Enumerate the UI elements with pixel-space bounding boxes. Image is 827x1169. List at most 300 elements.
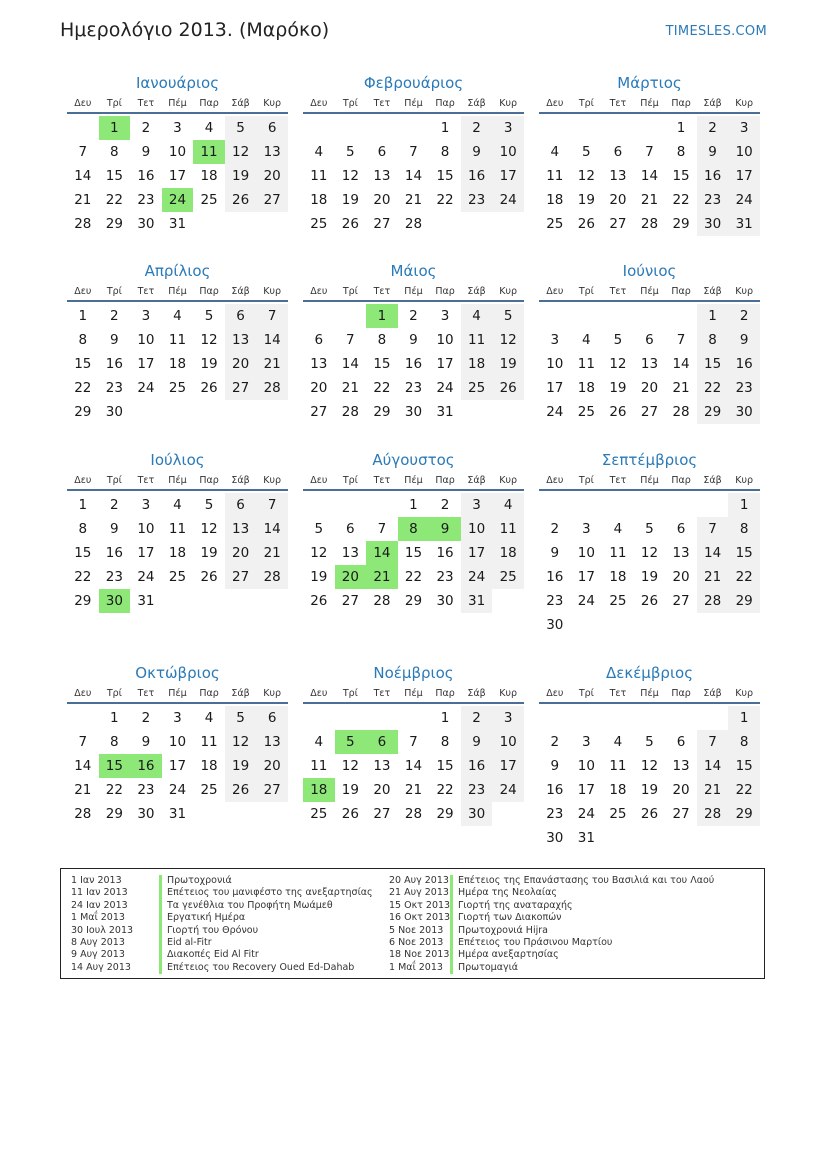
day-cell: 7 [697,517,729,541]
day-cell: 7 [78,144,88,160]
day-cell: 31 [137,593,155,609]
day-cell: 23 [404,380,423,396]
day-cell: 13 [225,517,257,541]
day-cell: 4 [204,710,214,726]
day-cell: 30 [728,400,760,424]
day-cell: 14 [256,517,288,541]
holiday-name: Διακοπές Eid Al Fitr [167,949,259,961]
weekday-label: Παρ [435,97,455,109]
holiday-marker [450,900,453,912]
day-cell: 13 [672,545,690,561]
day-cell-empty [303,706,335,730]
day-grid [539,116,760,236]
day-cell: 5 [582,144,591,160]
weekday-label: Πέμ [640,97,659,109]
day-cell: 26 [200,380,218,396]
day-cell: 16 [546,782,564,798]
day-cell: 18 [609,782,627,798]
holiday-row [61,900,373,912]
month-title: Ιούλιος [150,451,205,469]
day-cell: 23 [105,569,123,585]
day-cell: 22 [105,782,123,798]
day-cell: 13 [256,140,288,164]
day-cell: 17 [168,758,187,774]
weekday-label: Τετ [137,285,155,297]
day-cell: 14 [404,758,423,774]
day-cell: 28 [256,376,288,400]
day-cell: 7 [256,493,288,517]
day-cell: 22 [697,376,729,400]
day-cell: 27 [256,778,288,802]
weekday-label: Τρί [578,97,594,109]
day-cell: 5 [346,144,355,160]
holiday-row [389,887,714,899]
day-cell: 25 [492,565,524,589]
day-cell: 11 [546,168,564,184]
day-cell: 2 [550,734,560,750]
day-cell: 28 [256,565,288,589]
day-cell: 18 [609,569,627,585]
day-cell: 20 [672,569,690,585]
weekday-label: Κυρ [263,474,282,486]
day-cell: 13 [373,168,391,184]
day-cell: 18 [303,778,335,802]
day-cell: 15 [404,545,423,561]
month-title: Νοέμβριος [373,664,454,682]
day-cell: 22 [436,782,454,798]
day-cell: 6 [366,730,398,754]
weekday-label: Τετ [373,687,391,699]
day-cell: 8 [440,144,450,160]
day-cell: 3 [141,497,151,513]
day-cell: 28 [373,593,391,609]
day-cell: 25 [546,216,564,232]
weekday-label: Κυρ [735,97,754,109]
weekday-label: Σάβ [231,285,250,297]
day-cell: 19 [577,192,595,208]
day-cell: 10 [137,521,155,537]
day-cell-empty [571,493,603,517]
day-cell: 30 [99,589,131,613]
holiday-name: Πρωτοχρονιά [167,875,232,886]
weekday-header [303,684,524,704]
day-cell: 23 [137,782,155,798]
day-cell-empty [67,706,99,730]
day-cell: 20 [225,352,257,376]
day-cell-empty [571,706,603,730]
day-cell: 7 [409,144,418,160]
day-cell: 31 [436,404,454,420]
day-cell: 25 [609,593,627,609]
day-cell: 4 [314,734,324,750]
weekday-label: Δευ [546,285,564,297]
day-cell: 3 [141,308,151,324]
day-cell: 12 [609,356,627,372]
day-cell-empty [225,400,257,424]
day-cell: 25 [200,782,218,798]
day-cell: 27 [256,188,288,212]
day-cell-empty [461,400,493,424]
day-cell: 10 [492,140,524,164]
weekday-label: Τρί [106,97,122,109]
weekday-header [539,471,760,491]
day-cell: 21 [74,192,92,208]
weekday-label: Παρ [435,474,455,486]
day-cell-empty [602,706,634,730]
weekday-header [67,684,288,704]
day-cell-empty [665,826,697,850]
month-calendar [303,72,524,236]
day-cell: 30 [137,216,155,232]
day-cell-empty [225,589,257,613]
day-cell: 4 [173,308,182,324]
day-cell: 17 [577,782,595,798]
day-cell: 6 [225,304,257,328]
day-cell: 29 [404,593,423,609]
day-cell: 20 [373,192,391,208]
holiday-marker [450,962,453,974]
day-cell-empty [130,400,162,424]
day-cell: 9 [141,144,151,160]
weekday-header [303,282,524,302]
day-cell: 13 [640,356,659,372]
day-grid [539,493,760,637]
day-cell: 16 [105,356,123,372]
day-grid [539,304,760,424]
day-cell-empty [634,706,666,730]
day-cell: 23 [461,778,493,802]
holiday-date: 8 Αυγ 2013 [71,936,125,948]
day-cell: 11 [310,758,328,774]
weekday-label: Τετ [609,97,627,109]
day-cell: 6 [645,332,654,348]
holiday-marker [450,925,453,937]
day-cell: 4 [550,144,560,160]
day-cell: 15 [373,356,391,372]
month-calendar [303,449,524,613]
weekday-label: Τετ [373,97,391,109]
day-cell: 20 [609,192,627,208]
day-cell: 26 [341,806,359,822]
weekday-label: Σάβ [231,474,250,486]
day-cell: 5 [204,308,214,324]
day-cell-empty [571,304,603,328]
day-cell: 5 [645,734,654,750]
weekday-label: Πέμ [168,285,187,297]
day-cell: 24 [137,380,155,396]
holiday-date: 30 Ιουλ 2013 [71,924,134,936]
holiday-date: 18 Νοε 2013 [389,949,450,961]
day-cell: 18 [200,168,218,184]
holiday-marker [159,887,162,899]
day-cell: 23 [105,380,123,396]
day-cell: 19 [341,192,359,208]
holiday-row [61,949,373,961]
day-cell: 10 [577,758,595,774]
holiday-legend [60,868,765,979]
day-cell: 4 [204,120,214,136]
day-cell: 15 [728,754,760,778]
day-cell: 12 [341,758,359,774]
holiday-marker [450,949,453,961]
day-cell: 1 [99,116,131,140]
day-cell: 14 [74,168,92,184]
weekday-label: Παρ [199,97,219,109]
day-cell: 22 [436,192,454,208]
day-cell: 21 [256,541,288,565]
day-cell: 24 [461,565,493,589]
holiday-column-left [61,875,373,974]
day-cell: 12 [200,521,218,537]
weekday-header [303,471,524,491]
weekday-label: Κυρ [263,97,282,109]
weekday-label: Τρί [342,97,358,109]
day-cell: 17 [137,545,155,561]
holiday-name: Επέτειος της Επανάστασης του Βασιλιά και του Λαού [458,875,715,886]
day-cell: 24 [492,188,524,212]
day-cell-empty [335,116,367,140]
day-cell: 3 [492,706,524,730]
day-cell: 29 [74,404,92,420]
day-cell: 17 [137,356,155,372]
day-cell: 27 [672,593,690,609]
day-cell: 3 [440,308,450,324]
day-cell: 31 [168,806,187,822]
day-cell: 16 [546,569,564,585]
holiday-row [61,937,373,949]
day-cell: 2 [461,116,493,140]
day-cell: 26 [609,404,627,420]
day-cell: 27 [609,216,627,232]
day-cell: 6 [676,521,686,537]
holiday-row [389,962,714,974]
day-cell: 30 [461,802,493,826]
day-cell: 28 [404,216,423,232]
day-cell: 19 [640,782,659,798]
day-cell-empty [697,826,729,850]
weekday-label: Κυρ [263,285,282,297]
holiday-marker [450,875,453,887]
holiday-date: 11 Ιαν 2013 [71,887,128,899]
day-cell-empty [728,613,760,637]
day-cell: 29 [373,404,391,420]
holiday-column-right [389,875,714,974]
day-cell: 16 [728,352,760,376]
day-cell: 9 [728,328,760,352]
day-cell-empty [634,304,666,328]
holiday-name: Γιορτή των Διακοπών [458,912,562,924]
weekday-label: Σάβ [467,687,486,699]
weekday-label: Σάβ [703,97,722,109]
day-cell: 1 [78,497,88,513]
weekday-label: Δευ [74,285,92,297]
day-cell: 6 [314,332,324,348]
weekday-label: Τρί [342,285,358,297]
day-cell: 27 [225,376,257,400]
day-cell: 11 [193,140,225,164]
day-cell: 16 [137,168,155,184]
day-cell: 25 [200,192,218,208]
day-cell-empty [366,493,398,517]
day-cell: 23 [546,806,564,822]
day-cell-empty [571,116,603,140]
day-cell: 15 [74,356,92,372]
day-grid [539,706,760,850]
day-cell: 31 [461,589,493,613]
day-cell: 13 [341,545,359,561]
weekday-label: Τετ [137,687,155,699]
day-cell: 1 [409,497,418,513]
day-grid [303,706,524,826]
weekday-header [67,94,288,114]
holiday-row [389,900,714,912]
day-cell-empty [697,706,729,730]
day-cell-empty [429,212,461,236]
day-cell-empty [539,304,571,328]
day-cell-empty [193,802,225,826]
day-cell: 7 [346,332,355,348]
day-cell: 17 [436,356,454,372]
month-title: Δεκέμβριος [605,664,693,682]
day-cell: 11 [609,758,627,774]
day-cell: 8 [728,730,760,754]
day-cell: 3 [728,116,760,140]
day-cell: 6 [346,521,355,537]
day-cell: 14 [404,168,423,184]
day-cell: 24 [577,593,595,609]
day-grid [67,116,288,236]
holiday-date: 9 Αυγ 2013 [71,949,125,961]
day-cell: 20 [672,782,690,798]
month-title: Μάρτιος [617,74,682,92]
brand-link[interactable]: TIMESLES.COM [665,24,767,39]
day-cell-empty [634,493,666,517]
day-cell: 3 [173,120,182,136]
page-title: Ημερολόγιο 2013. (Μαρόκο) [60,19,330,41]
day-cell: 15 [436,168,454,184]
day-cell: 15 [74,545,92,561]
day-cell: 6 [377,144,387,160]
holiday-marker [450,887,453,899]
day-cell: 24 [168,782,187,798]
weekday-label: Δευ [310,474,328,486]
day-cell: 2 [409,308,418,324]
day-cell: 10 [728,140,760,164]
weekday-label: Δευ [74,97,92,109]
day-cell: 23 [137,192,155,208]
day-cell: 24 [546,404,564,420]
weekday-label: Τρί [578,474,594,486]
month-title: Μάιος [390,262,437,280]
holiday-row [61,925,373,937]
day-cell: 19 [200,356,218,372]
day-cell: 2 [697,116,729,140]
day-cell: 21 [404,192,423,208]
day-cell-empty [728,826,760,850]
weekday-label: Δευ [74,474,92,486]
day-cell: 1 [366,304,398,328]
weekday-label: Σάβ [703,285,722,297]
day-cell-empty [303,116,335,140]
day-cell: 24 [728,188,760,212]
weekday-label: Τετ [373,474,391,486]
weekday-label: Κυρ [735,474,754,486]
day-cell: 27 [341,593,359,609]
holiday-marker [450,937,453,949]
weekday-label: Τετ [609,285,627,297]
day-cell: 26 [310,593,328,609]
day-cell: 28 [640,216,659,232]
day-cell: 29 [436,806,454,822]
day-cell-empty [398,116,430,140]
holiday-name: Επέτειος του Recovery Oued Ed-Dahab [167,961,355,973]
weekday-label: Τετ [609,474,627,486]
day-cell: 7 [377,521,387,537]
day-cell: 19 [341,782,359,798]
weekday-label: Παρ [671,285,691,297]
day-cell: 13 [609,168,627,184]
day-cell: 29 [697,400,729,424]
day-cell: 7 [78,734,88,750]
day-cell: 20 [310,380,328,396]
day-cell: 3 [492,116,524,140]
day-cell: 2 [141,120,151,136]
weekday-label: Τρί [106,285,122,297]
day-cell: 12 [577,168,595,184]
weekday-label: Τετ [137,474,155,486]
weekday-label: Πέμ [640,474,659,486]
day-cell: 25 [310,806,328,822]
day-cell: 18 [492,541,524,565]
day-cell-empty [539,493,571,517]
weekday-label: Κυρ [499,285,518,297]
day-cell: 9 [550,758,560,774]
day-cell: 19 [492,352,524,376]
day-cell-empty [539,116,571,140]
day-cell: 10 [461,517,493,541]
month-title: Ιανουάριος [135,74,219,92]
holiday-date: 5 Νοε 2013 [389,924,444,936]
holiday-name: Επέτειος του Πράσινου Μαρτίου [458,936,613,948]
day-cell: 29 [728,802,760,826]
day-cell: 18 [168,356,187,372]
day-cell: 20 [256,164,288,188]
day-cell-empty [67,116,99,140]
day-cell: 4 [582,332,591,348]
holiday-date: 16 Οκτ 2013 [389,912,451,924]
month-calendar [539,72,760,236]
day-cell: 11 [168,521,187,537]
day-cell-empty [602,613,634,637]
day-cell: 2 [550,521,560,537]
day-cell: 21 [640,192,659,208]
day-cell: 5 [492,304,524,328]
day-cell: 28 [404,806,423,822]
day-cell: 5 [225,706,257,730]
weekday-header [303,94,524,114]
day-cell: 22 [728,778,760,802]
day-cell: 10 [546,356,564,372]
day-cell: 19 [310,569,328,585]
weekday-label: Παρ [671,687,691,699]
holiday-date: 24 Ιαν 2013 [71,899,128,911]
day-cell: 4 [492,493,524,517]
holiday-marker [159,900,162,912]
day-cell: 16 [436,545,454,561]
weekday-header [539,684,760,704]
day-cell: 19 [609,380,627,396]
day-cell-empty [225,212,257,236]
